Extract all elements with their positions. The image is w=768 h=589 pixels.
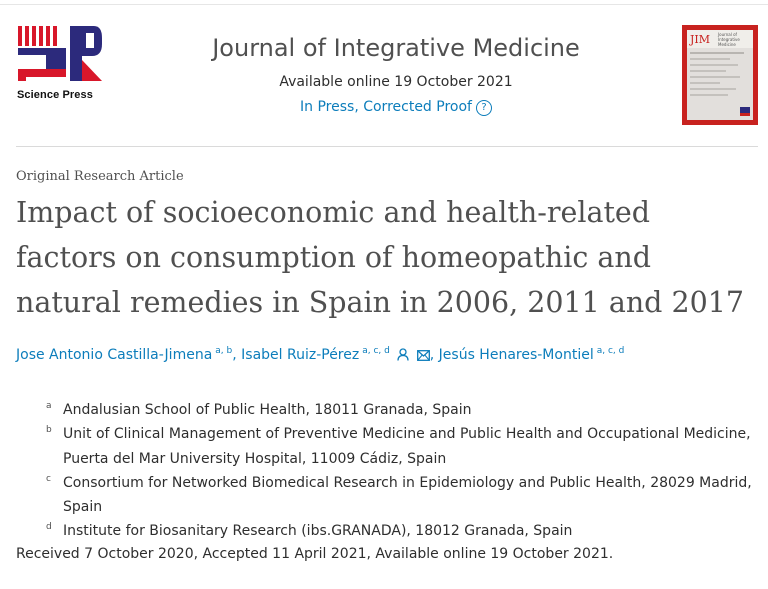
- status-text[interactable]: In Press, Corrected Proof: [300, 99, 472, 115]
- article-title-line: factors on consumption of homeopathic and: [16, 241, 651, 274]
- affiliation-item: [46, 422, 758, 471]
- available-date: Available online 19 October 2021: [279, 74, 513, 90]
- author-affil-marks[interactable]: a, b: [215, 346, 233, 356]
- affiliation-text: Andalusian School of Public Health, 18011 Granada, Spain: [63, 402, 472, 418]
- help-circle-icon[interactable]: ?: [476, 100, 492, 116]
- affiliation-text: Consortium for Networked Biomedical Research in Epidemiology and Public Health, 28029 Madrid, Spain: [63, 474, 752, 516]
- journal-title[interactable]: Journal of Integrative Medicine: [212, 34, 580, 62]
- journal-cover[interactable]: [682, 25, 758, 125]
- article-title-line: Impact of socioeconomic and health-related: [16, 196, 651, 229]
- author-separator: ,: [232, 347, 237, 363]
- author-affil-marks[interactable]: a, c, d: [596, 346, 625, 356]
- cover-subtitle-3: Medicine: [718, 42, 736, 47]
- affiliation-mark: d: [46, 522, 52, 533]
- affiliation-text: Unit of Clinical Management of Preventive Medicine and Public Health and Occupational Medicine, Puerta del Mar University Hospital, 11009 Cádiz, Spain: [63, 426, 751, 467]
- top-divider: [0, 4, 768, 5]
- author-list: [16, 346, 624, 363]
- author-separator: ,: [429, 347, 435, 363]
- publisher-name: Science Press: [17, 89, 93, 101]
- cover-subtitle-1: Journal of: [718, 32, 737, 37]
- header-divider: [16, 146, 758, 147]
- cover-subtitle-2: Integrative: [718, 37, 740, 42]
- affiliation-item: [46, 471, 758, 520]
- cover-abbrev: JIM: [690, 33, 711, 46]
- article-type: Original Research Article: [16, 169, 184, 184]
- article-history: Received 7 October 2020, Accepted 11 April 2021, Available online 19 October 2021.: [16, 546, 614, 562]
- affiliation-mark: b: [46, 425, 52, 436]
- author-affil-marks[interactable]: a, c, d: [362, 346, 390, 356]
- person-icon[interactable]: [397, 348, 409, 361]
- author-link[interactable]: Jesús Henares-Montiel: [438, 347, 594, 363]
- affiliation-mark: c: [46, 473, 51, 484]
- status-line[interactable]: [150, 99, 642, 116]
- affiliation-text: Institute for Biosanitary Research (ibs.GRANADA), 18012 Granada, Spain: [63, 523, 573, 540]
- affiliation-item: [46, 398, 758, 422]
- affiliation-list: [46, 398, 758, 544]
- article-title-line: natural remedies in Spain in 2006, 2011 and 2017: [16, 286, 745, 319]
- affiliation-mark: a: [46, 401, 52, 411]
- email-icon[interactable]: [417, 350, 430, 361]
- affiliation-item: [46, 519, 758, 543]
- article-title: [16, 190, 756, 325]
- author-link[interactable]: Isabel Ruiz-Pérez: [241, 347, 360, 363]
- author-link[interactable]: Jose Antonio Castilla-Jimena: [16, 347, 213, 363]
